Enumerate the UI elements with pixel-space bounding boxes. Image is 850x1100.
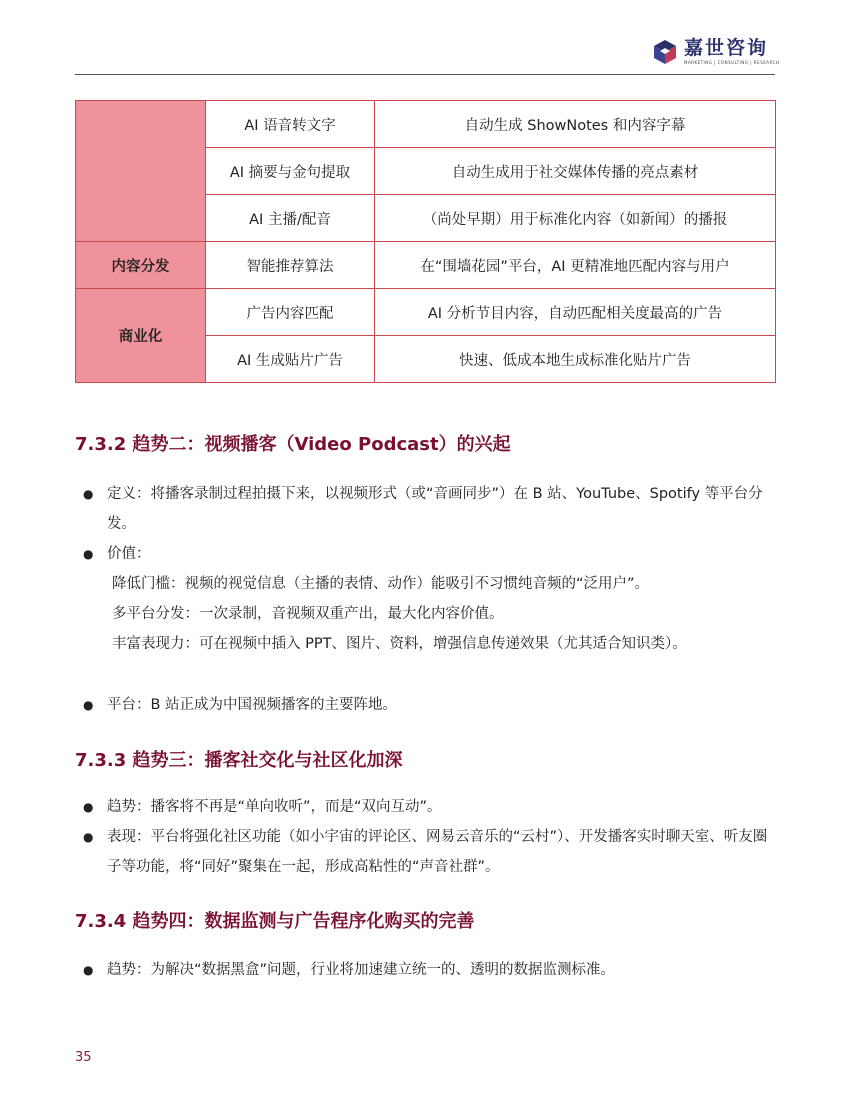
function-cell: AI 摘要与金句提取 (206, 148, 375, 195)
bullet-text: 价值： (107, 546, 151, 562)
bullet-icon: ● (83, 800, 94, 814)
description-cell: 快速、低成本地生成标准化贴片广告 (375, 336, 776, 383)
category-cell (76, 101, 206, 242)
table-row (76, 242, 776, 289)
bullet-item (83, 792, 775, 822)
value-item: 多平台分发：一次录制，音视频双重产出，最大化内容价值。 (112, 606, 504, 622)
section-heading: 7.3.2 趋势二：视频播客（Video Podcast）的兴起 (75, 434, 511, 455)
header-divider (75, 74, 775, 75)
brand-cube-icon (652, 39, 678, 65)
section-heading: 7.3.3 趋势三：播客社交化与社区化加深 (75, 750, 403, 771)
bullet-item (83, 822, 775, 882)
bullet-icon: ● (83, 963, 94, 977)
bullet-icon: ● (83, 698, 94, 712)
description-cell: AI 分析节目内容，自动匹配相关度最高的广告 (375, 289, 776, 336)
value-item: 丰富表现力：可在视频中插入 PPT、图片、资料，增强信息传递效果（尤其适合知识类）。 (112, 636, 687, 652)
bullet-icon: ● (83, 547, 94, 561)
bullet-text: 趋势：播客将不再是“单向收听”，而是“双向互动”。 (107, 799, 442, 815)
function-cell: AI 生成贴片广告 (206, 336, 375, 383)
bullet-text: 定义：将播客录制过程拍摄下来，以视频形式（或“音画同步”）在 B 站、YouTube、Spotify 等平台分发。 (107, 486, 763, 532)
bullet-item (83, 690, 775, 720)
brand-name: 嘉世咨询 (684, 37, 769, 59)
ai-application-table (75, 100, 776, 383)
table-row (76, 289, 776, 336)
function-cell: 广告内容匹配 (206, 289, 375, 336)
bullet-icon: ● (83, 487, 94, 501)
function-cell: AI 主播/配音 (206, 195, 375, 242)
table-row (76, 101, 776, 148)
bullet-item (83, 539, 775, 569)
function-cell: 智能推荐算法 (206, 242, 375, 289)
brand-logo (652, 38, 779, 65)
bullet-icon: ● (83, 830, 94, 844)
page-number: 35 (75, 1050, 92, 1065)
value-item: 降低门槛：视频的视觉信息（主播的表情、动作）能吸引不习惯纯音频的“泛用户”。 (112, 576, 650, 592)
description-cell: （尚处早期）用于标准化内容（如新闻）的播报 (375, 195, 776, 242)
description-cell: 自动生成 ShowNotes 和内容字幕 (375, 101, 776, 148)
bullet-item (83, 479, 775, 539)
bullet-text: 平台：B 站正成为中国视频播客的主要阵地。 (107, 697, 398, 713)
description-cell: 在“围墙花园”平台，AI 更精准地匹配内容与用户 (375, 242, 776, 289)
section-heading: 7.3.4 趋势四：数据监测与广告程序化购买的完善 (75, 911, 475, 932)
bullet-text: 表现：平台将强化社区功能（如小宇宙的评论区、网易云音乐的“云村”）、开发播客实时聊天室、听友圈子等功能，将“同好”聚集在一起，形成高粘性的“声音社群”。 (107, 829, 768, 875)
category-cell: 商业化 (76, 289, 206, 383)
bullet-item (83, 955, 775, 985)
function-cell: AI 语音转文字 (206, 101, 375, 148)
description-cell: 自动生成用于社交媒体传播的亮点素材 (375, 148, 776, 195)
category-cell: 内容分发 (76, 242, 206, 289)
bullet-text: 趋势：为解决“数据黑盒”问题，行业将加速建立统一的、透明的数据监测标准。 (107, 962, 616, 978)
brand-tagline: MARKETING | CONSULTING | RESEARCH (684, 60, 780, 65)
